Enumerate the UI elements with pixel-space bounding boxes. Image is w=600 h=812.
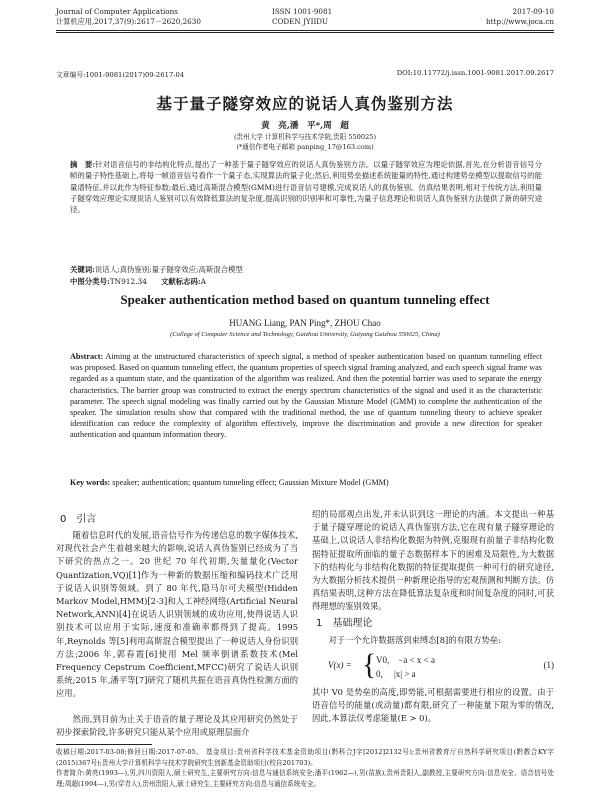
abstract-zh-text: 针对语音信号的非结构化特点,提出了一种基于量子隧穿效应的说话人真伪鉴别方法。以量子隧穿效应为理论依据,首先,在分析语音信号分帧的量子特性基础上,将每一帧语音信号看作一个量子态,实现算法的量子化;然后,利用势垒描述系统能量的特性,通过构建势垒模型以提取信号的能量谱特征,并以此作为特征参数;最后,通过高斯混合模型(GMM)进行语音信号建模,完成说话人的真伪鉴别。仿真结果表明,相对于传统方法,利用量子隧穿效应理论实现说话人鉴别可以有效降低算法的复杂度,提高识别的识别率和可靠性,为量子信息理论和说话人真伪鉴别方法提供了新的研究途径。 [70,160,542,215]
affiliation-en: (College of Computer Science and Technology, Guizhou University, Guiyang Guizhou 550025, China) [170,331,440,338]
abstract-zh-label: 摘 要: [70,160,96,169]
affiliation-zh: (贵州大学 计算机科学与技术学院,贵阳 550025) [233,133,377,141]
clc-label: 中图分类号: [70,277,110,286]
section-0-heading: 0 引言 [60,514,97,525]
doc-code-value: A [200,277,206,286]
equation-lhs: V(x) = [328,660,352,670]
journal-name-en: Journal of Computer Applications [56,7,178,16]
title-zh: 基于量子隧穿效应的说话人真伪鉴别方法 [156,95,454,113]
doi: DOI:10.11772/j.issn.1001-9081.2017.09.2617 [396,69,554,77]
section-1-heading: 1 基础理论 [316,618,373,629]
right-col-paragraph-1: 绍的局部观点出发,并未认识到这一理论的内涵。本文提出一种基于量子隧穿理论的说话人真伪鉴别方法,它在现有量子隧穿理论的基础上,以说话人非结构化数据为特例,克服现有前量子非结构化数据特征提取所面临的量子态数据样本下的困难及局限性,为大数据下的结构化与非结构化数据的特征提取提供一种可行的研究途径,为大数据分析技术提供一种新理论指导的宏观预测和判断方法。仿真结果表明,这种方法在降低算法复杂度和时间复杂度的同时,可获得理想的鉴别效果。 [312,509,554,612]
abstract-en-text: Aiming at the unstructured characteristics of speech signal, a method of speaker authentication based on quantum tunneling effect was proposed. Based on quantum tunneling effect, the quantum properties of speech signal framing analyzed, and each speech signal frame was regarded as a quantum state, and the quantization of the algorithm was realized. And then the potential barrier was used to separate the energy characteristics. The barrier group was constructed to extract the energy spectrum characteristics of the signal and used it as the characteristic parameter. The speech signal modeling was finally carried out by the Gaussian Mixture Model (GMM) to complete the authentication of the speaker. The simulation results show that compared with the traditional method, the use of quantum tunneling theory to achieve speaker identification can reduce the complexity of algorithm effectively, improve the discrimination and provide a new direction for speaker authentication and quantum information theory. [70,352,542,440]
footnotes [56,747,554,789]
issn: ISSN 1001-9081 [272,7,333,16]
classification [70,276,542,287]
equation-number: (1) [543,660,554,670]
journal-citation-zh: 计算机应用,2017,37(9):2617－2620,2630 [56,17,201,26]
authors-zh: 黄 亮,潘 平*,周 超 [261,121,349,131]
journal-url: http://www.joca.cn [486,17,554,26]
header-rule [56,30,554,31]
footnote-bio: 作者简介:黄亮(1993—),男,四川资阳人,硕士研究生,主要研究方向:信息与通信系统安全;潘平(1962—),男(苗族),贵州贵阳人,副教授,主要研究方向:信息安全、语音信号处理;周超(1994—),男(穿青人),贵州贵阳人,硕士研究生,主要研究方向:信息与通信系统安全。 [56,769,554,788]
coden: CODEN JYIIDU [272,17,329,26]
abstract-en [70,351,542,441]
keywords-en [70,477,542,488]
left-col-paragraph-1: 随着信息时代的发展,语音信号作为传递信息的数字媒体技术,对现代社会产生着越来越大的影响,说话人真伪鉴别已经成为了当下研究的热点之一。20 世纪 70 年代初期,矢量量化(Vector Quantization,VQ)[1]作为一种新的数据压缩和编码技术广泛用于说话人识别等领域。到了 80 年代,隐马尔可夫模型(Hidden Markov Model,HMM)[2-3]和人工神经网络(Artificial Neural Network,ANN)[4]在说话人识别领域的成功应用,使得说话人识别技术可以应用于实际,速度和准确率都得到了提高。1995 年,Reynolds 等[5]利用高斯混合模型提出了一种说话人身份识别方法;2006 年,郭春霞[6]使用 Mel 频率倒谱系数技术(Mel Frequency Cepstrum Coefficient,MFCC)研究了说话人识别系统;2015 年,潘平等[7]研究了随机共振在语音真伪性检测方面的应用。 [56,530,298,699]
footnote-received: 收稿日期:2017-03-08;修回日期:2017-07-05。 [56,748,204,756]
abstract-en-label: Abstract: [70,352,104,361]
article-number: 文章编号:1001-9081(2017)09-2617-04 [56,71,185,79]
equation-case-2: 0, |x| > a [376,669,416,679]
keywords-zh-text: 说话人;真伪鉴别;量子隧穿效应;高斯混合模型 [94,265,243,274]
left-col-paragraph-2: 然而,到目前为止关于语音的量子理论及其应用研究仍然处于初步探索阶段,许多研究只能从某个应用或原理层面介 [56,714,298,738]
equation-case-1: V0, −a < x < a [376,655,435,665]
equation-1 [318,650,554,682]
keywords-en-label: Key words: [70,478,111,487]
corresponding-email-zh: (*通信作者电子邮箱 panping_17@163.com) [236,143,374,151]
header-rule-2 [56,32,554,33]
title-en: Speaker authentication method based on quantum tunneling effect [120,292,490,307]
right-col-paragraph-3: 其中 V0 是势垒的高度,即势能,可根据需要进行相应的设置。由于语音信号的能量(或动量)都有限,研究了一种能量下限为零的情况,因此,本算法仅考虑能量(E > 0)。 [312,687,554,724]
keywords-en-text: speaker; authentication; quantum tunneling effect; Gaussian Mixture Model (GMM) [112,478,389,487]
footnote-fund: 基金项目:贵州省科学技术基金资助项目(黔科合J字[2012]2132号);贵州省教育厅自然科学研究项目(黔教合KY字(2015)367号);贵州大学计算机科学与技术学院研究生创新基金资助项目(校自201703)。 [56,748,554,767]
issue-date: 2017-09-10 [512,7,554,16]
equation-brace: { [362,648,377,681]
keywords-zh [70,264,542,275]
doc-code-label: 文献标志码: [160,277,201,286]
keywords-zh-label: 关键词: [70,265,95,274]
footnote-rule [56,744,152,745]
right-col-paragraph-2: 对于一个允许数据落到束缚态[8]的有限方势垒: [328,635,501,645]
clc-value: TN912.34 [109,277,147,286]
authors-en: HUANG Liang, PAN Ping*, ZHOU Chao [229,318,381,328]
abstract-zh [70,159,542,215]
